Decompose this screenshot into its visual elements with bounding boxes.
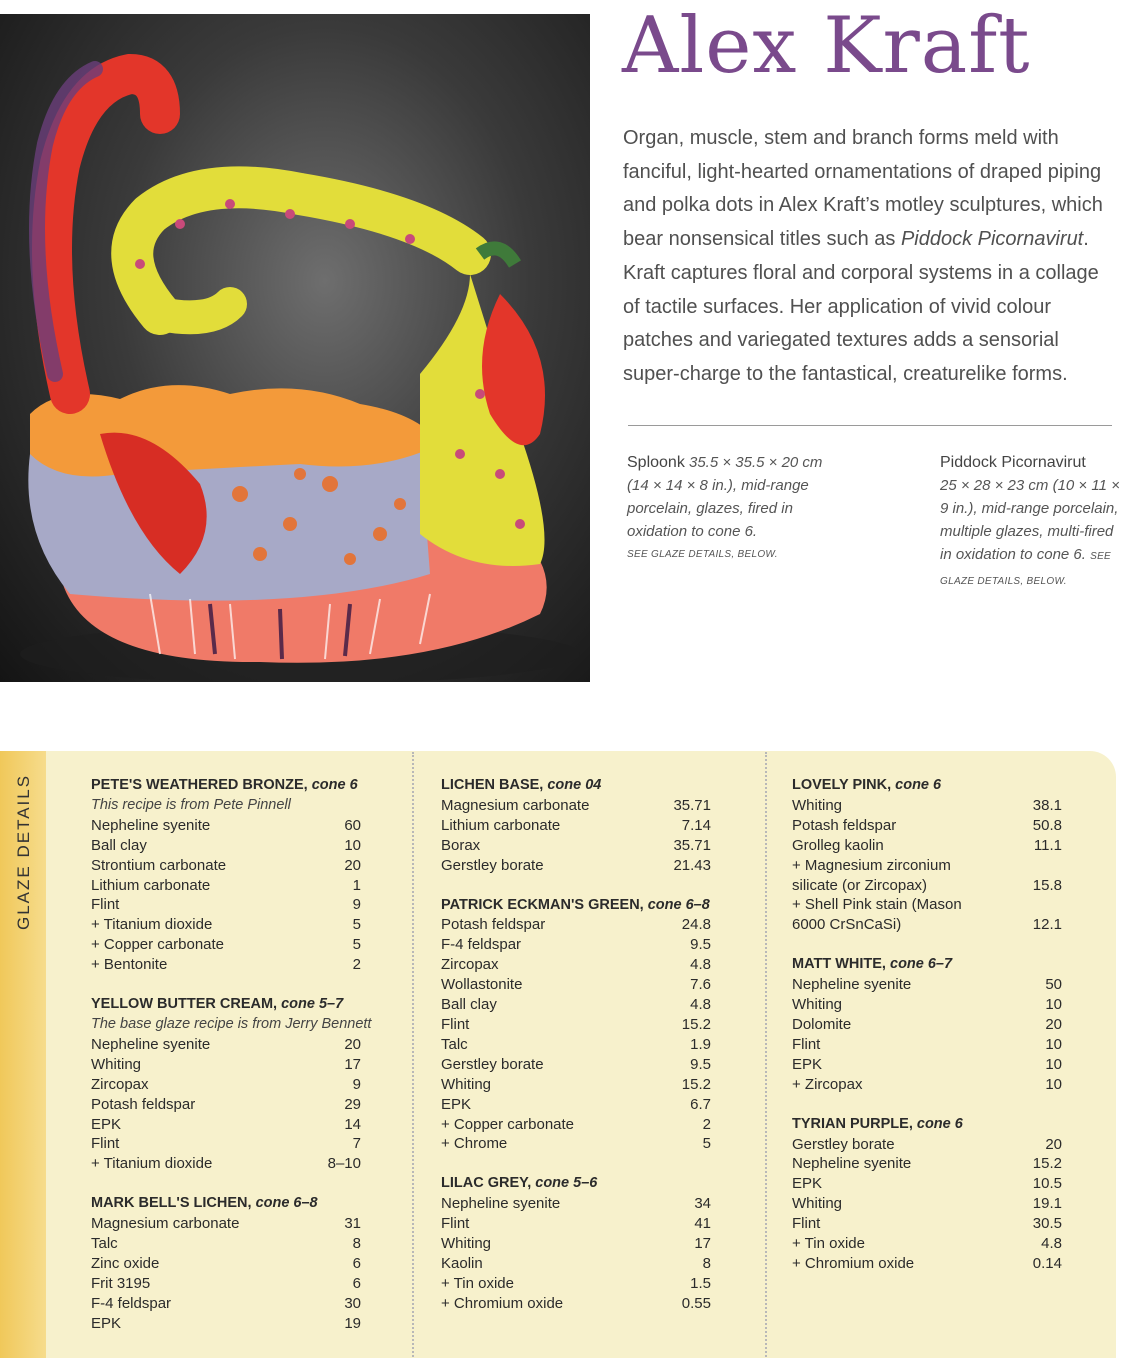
caption-details: 35.5 × 35.5 × 20 cm (14 × 14 × 8 in.), mid-range porcelain, glazes, fired in oxidation to cone 6. bbox=[627, 454, 823, 540]
ingredient-amount: 12.1 bbox=[1032, 916, 1062, 934]
ingredient-name: Nepheline syenite bbox=[792, 976, 912, 994]
ingredient-name: + Copper carbonate bbox=[441, 1115, 575, 1133]
recipe-title bbox=[91, 1194, 361, 1214]
ingredient-name: Lithium carbonate bbox=[441, 816, 561, 834]
ingredient-amount: 5 bbox=[702, 1135, 711, 1153]
ingredient-name: Frit 3195 bbox=[91, 1274, 151, 1292]
ingredient-name: F-4 feldspar bbox=[441, 936, 522, 954]
ingredient-row bbox=[91, 816, 361, 836]
ingredient-name: Gerstley borate bbox=[792, 1135, 895, 1153]
ingredient-row bbox=[91, 1035, 361, 1055]
ingredient-amount: 0.14 bbox=[1032, 1254, 1062, 1272]
recipe-name: LICHEN BASE, bbox=[441, 777, 544, 793]
ingredient-amount: 20 bbox=[1045, 1015, 1062, 1033]
ingredient-name: Flint bbox=[91, 1135, 120, 1153]
ingredient-row bbox=[792, 895, 1062, 915]
ingredient-row bbox=[91, 1134, 361, 1154]
ingredient-row bbox=[441, 1234, 711, 1254]
ingredient-amount: 6 bbox=[352, 1274, 361, 1292]
ingredient-amount: 0.55 bbox=[681, 1294, 711, 1312]
ingredient-row bbox=[792, 1214, 1062, 1234]
ingredient-row bbox=[91, 1075, 361, 1095]
ingredient-row bbox=[91, 1314, 361, 1334]
ingredient-name: Whiting bbox=[792, 1195, 843, 1213]
glaze-recipe bbox=[441, 1174, 711, 1313]
recipe-cone: cone 5–7 bbox=[281, 996, 344, 1013]
glaze-recipe bbox=[91, 776, 361, 975]
recipe-title bbox=[441, 896, 711, 916]
ingredient-name: Lithium carbonate bbox=[91, 876, 211, 894]
ingredient-row bbox=[792, 1015, 1062, 1035]
ingredient-amount: 17 bbox=[344, 1055, 361, 1073]
ingredient-row bbox=[91, 836, 361, 856]
ingredient-name: Gerstley borate bbox=[441, 1055, 544, 1073]
ingredient-amount: 10 bbox=[1045, 996, 1062, 1014]
recipe-name: PETE'S WEATHERED BRONZE, bbox=[91, 777, 308, 793]
ingredient-amount: 21.43 bbox=[673, 856, 711, 874]
caption-title: Piddock Picornavirut bbox=[940, 454, 1086, 471]
ingredient-name: + Chromium oxide bbox=[441, 1294, 564, 1312]
ingredient-row bbox=[441, 915, 711, 935]
recipe-title bbox=[441, 776, 711, 796]
ingredient-row bbox=[91, 895, 361, 915]
ingredient-row bbox=[441, 955, 711, 975]
ingredient-amount: 9.5 bbox=[690, 936, 711, 954]
ingredient-name: Whiting bbox=[792, 996, 843, 1014]
ingredient-amount: 10 bbox=[1045, 1055, 1062, 1073]
ingredient-row bbox=[792, 1174, 1062, 1194]
ingredient-amount: 15.8 bbox=[1032, 876, 1062, 894]
ingredient-name: 6000 CrSnCaSi) bbox=[792, 916, 902, 934]
ingredient-row bbox=[91, 1234, 361, 1254]
glaze-recipe bbox=[792, 955, 1062, 1094]
ingredient-row bbox=[91, 1095, 361, 1115]
ingredient-name: + Zircopax bbox=[792, 1075, 863, 1093]
ingredient-row bbox=[441, 995, 711, 1015]
ingredient-row bbox=[91, 935, 361, 955]
ingredient-row bbox=[441, 1115, 711, 1135]
glaze-column-1 bbox=[91, 776, 372, 1354]
ingredient-amount: 8 bbox=[352, 1235, 361, 1253]
intro-text-1: Organ, muscle, stem and branch forms meld with fanciful, light-hearted ornamentations of draped piping and polka dots in Alex Kraft’s motley sculptures, which bear nonsensical titles such as bbox=[623, 127, 1103, 251]
ingredient-name: Potash feldspar bbox=[441, 916, 546, 934]
ingredient-row bbox=[441, 856, 711, 876]
ingredient-row bbox=[792, 995, 1062, 1015]
caption-sploonk bbox=[627, 451, 827, 566]
ingredient-row bbox=[91, 1115, 361, 1135]
ingredient-name: Whiting bbox=[91, 1055, 142, 1073]
glaze-recipe bbox=[441, 896, 711, 1155]
ingredient-amount: 4.8 bbox=[1041, 1235, 1062, 1253]
ingredient-amount: 2 bbox=[702, 1115, 711, 1133]
ingredient-amount: 15.2 bbox=[1032, 1155, 1062, 1173]
ingredient-name: + Titanium dioxide bbox=[91, 1155, 213, 1173]
caption-piddock bbox=[940, 451, 1126, 593]
ingredient-amount: 10 bbox=[1045, 1035, 1062, 1053]
ingredient-name: Kaolin bbox=[441, 1254, 483, 1272]
ingredient-amount: 4.8 bbox=[690, 956, 711, 974]
ingredient-row bbox=[91, 1214, 361, 1234]
ingredient-amount: 30 bbox=[344, 1294, 361, 1312]
intro-italic-title: Piddock Picornavirut bbox=[900, 228, 1084, 251]
ingredient-amount: 7.6 bbox=[690, 976, 711, 994]
ingredient-name: EPK bbox=[792, 1175, 823, 1193]
ingredient-amount: 20 bbox=[344, 1035, 361, 1053]
ingredient-row bbox=[441, 1095, 711, 1115]
ingredient-name: Nepheline syenite bbox=[792, 1155, 912, 1173]
ingredient-amount: 29 bbox=[344, 1095, 361, 1113]
ingredient-name: Ball clay bbox=[91, 836, 147, 854]
ingredient-amount: 4.8 bbox=[690, 996, 711, 1014]
glaze-recipe bbox=[441, 776, 711, 876]
ingredient-row bbox=[792, 836, 1062, 856]
ingredient-amount: 8–10 bbox=[327, 1155, 361, 1173]
ingredient-name: + Tin oxide bbox=[441, 1274, 514, 1292]
ingredient-row bbox=[441, 1294, 711, 1314]
ingredient-row bbox=[441, 1035, 711, 1055]
glaze-recipe bbox=[792, 1115, 1062, 1274]
ingredient-amount: 20 bbox=[1045, 1135, 1062, 1153]
ingredient-amount: 35.71 bbox=[673, 836, 711, 854]
ingredient-name: Zircopax bbox=[91, 1075, 149, 1093]
recipe-title bbox=[792, 1115, 1062, 1135]
ingredient-amount: 50 bbox=[1045, 976, 1062, 994]
ingredient-row bbox=[91, 1154, 361, 1174]
ingredient-name: Dolomite bbox=[792, 1015, 852, 1033]
ingredient-name: + Shell Pink stain (Mason bbox=[792, 896, 962, 914]
caption-title: Sploonk bbox=[627, 454, 685, 471]
ingredient-name: Grolleg kaolin bbox=[792, 836, 884, 854]
ingredient-amount: 9 bbox=[352, 1075, 361, 1093]
glaze-recipe bbox=[91, 995, 372, 1174]
ingredient-row bbox=[792, 816, 1062, 836]
ingredient-amount: 30.5 bbox=[1032, 1215, 1062, 1233]
recipe-name: YELLOW BUTTER CREAM, bbox=[91, 996, 278, 1013]
column-divider bbox=[765, 752, 767, 1357]
ingredient-amount: 10 bbox=[1045, 1075, 1062, 1093]
ingredient-row bbox=[441, 1134, 711, 1154]
ingredient-name: Talc bbox=[91, 1235, 118, 1253]
column-divider bbox=[412, 752, 414, 1357]
ingredient-row bbox=[792, 1055, 1062, 1075]
sculpture-photo bbox=[0, 14, 590, 682]
ingredient-amount: 9.5 bbox=[690, 1055, 711, 1073]
recipe-name: LOVELY PINK, bbox=[792, 777, 892, 793]
ingredient-amount: 20 bbox=[344, 856, 361, 874]
ingredient-name: Wollastonite bbox=[441, 976, 523, 994]
ingredient-amount: 19.1 bbox=[1032, 1195, 1062, 1213]
ingredient-amount: 11.1 bbox=[1033, 836, 1062, 854]
ingredient-row bbox=[441, 836, 711, 856]
ingredient-row bbox=[792, 856, 1062, 876]
ingredient-amount: 38.1 bbox=[1032, 796, 1062, 814]
recipe-name: MATT WHITE, bbox=[792, 956, 886, 973]
ingredient-amount: 19 bbox=[344, 1314, 361, 1332]
ingredient-name: Flint bbox=[91, 896, 120, 914]
artist-title: Alex Kraft bbox=[622, 1, 1031, 91]
ingredient-amount: 17 bbox=[694, 1235, 711, 1253]
ingredient-row bbox=[792, 1194, 1062, 1214]
ingredient-row bbox=[792, 1254, 1062, 1274]
recipe-title bbox=[91, 776, 361, 796]
ingredient-row bbox=[91, 1254, 361, 1274]
recipe-title bbox=[792, 955, 1062, 975]
ingredient-row bbox=[792, 975, 1062, 995]
ingredient-row bbox=[441, 1075, 711, 1095]
ingredient-row bbox=[91, 856, 361, 876]
glaze-column-2 bbox=[441, 776, 711, 1334]
caption-see-glaze: SEE GLAZE DETAILS, BELOW. bbox=[627, 549, 778, 560]
ingredient-amount: 60 bbox=[344, 816, 361, 834]
ingredient-row bbox=[91, 876, 361, 896]
ingredient-row bbox=[792, 1154, 1062, 1174]
ingredient-amount: 2 bbox=[352, 956, 361, 974]
ingredient-name: Gerstley borate bbox=[441, 856, 544, 874]
ingredient-row bbox=[441, 1055, 711, 1075]
ingredient-row bbox=[441, 796, 711, 816]
glaze-column-3 bbox=[792, 776, 1062, 1294]
sculpture-illustration bbox=[0, 14, 590, 682]
recipe-note: The base glaze recipe is from Jerry Bennett bbox=[91, 1015, 372, 1032]
caption-see-glaze: SEE GLAZE DETAILS, BELOW. bbox=[940, 551, 1112, 587]
ingredient-name: Borax bbox=[441, 836, 481, 854]
caption-divider bbox=[628, 425, 1112, 426]
ingredient-amount: 9 bbox=[352, 896, 361, 914]
ingredient-name: Flint bbox=[441, 1015, 470, 1033]
ingredient-name: Potash feldspar bbox=[91, 1095, 196, 1113]
recipe-name: LILAC GREY, bbox=[441, 1175, 532, 1192]
ingredient-name: Potash feldspar bbox=[792, 816, 897, 834]
ingredient-name: Whiting bbox=[792, 796, 843, 814]
ingredient-name: Magnesium carbonate bbox=[91, 1215, 240, 1233]
ingredient-row bbox=[91, 955, 361, 975]
ingredient-name: EPK bbox=[441, 1095, 472, 1113]
recipe-name: TYRIAN PURPLE, bbox=[792, 1115, 913, 1132]
glaze-recipe bbox=[91, 1194, 361, 1333]
intro-text-2: . Kraft captures floral and corporal systems in a collage of tactile surfaces. Her application of vivid colour patches and variegated textures adds a sensorial super-charge to the fantastical, creaturelike forms. bbox=[623, 228, 1099, 385]
ingredient-amount: 24.8 bbox=[681, 916, 711, 934]
ingredient-name: + Copper carbonate bbox=[91, 936, 225, 954]
ingredient-name: Zircopax bbox=[441, 956, 499, 974]
ingredient-name: + Chrome bbox=[441, 1135, 508, 1153]
ingredient-amount: 31 bbox=[344, 1215, 361, 1233]
ingredient-amount: 15.2 bbox=[681, 1075, 711, 1093]
ingredient-amount: 10.5 bbox=[1032, 1175, 1062, 1193]
ingredient-row bbox=[792, 1135, 1062, 1155]
ingredient-name: Nepheline syenite bbox=[91, 1035, 211, 1053]
ingredient-amount: 7.14 bbox=[681, 816, 711, 834]
glaze-recipe bbox=[792, 776, 1062, 935]
ingredient-row bbox=[91, 1055, 361, 1075]
recipe-title bbox=[91, 995, 361, 1015]
ingredient-row bbox=[441, 1214, 711, 1234]
ingredient-name: + Tin oxide bbox=[792, 1235, 865, 1253]
ingredient-row bbox=[441, 816, 711, 836]
ingredient-amount: 8 bbox=[702, 1254, 711, 1272]
ingredient-row bbox=[792, 796, 1062, 816]
recipe-cone: cone 6–8 bbox=[255, 1195, 318, 1212]
ingredient-name: Nepheline syenite bbox=[91, 816, 211, 834]
ingredient-name: silicate (or Zircopax) bbox=[792, 876, 928, 894]
ingredient-amount: 10 bbox=[344, 836, 361, 854]
ingredient-amount: 41 bbox=[694, 1215, 711, 1233]
recipe-cone: cone 5–6 bbox=[535, 1175, 598, 1192]
ingredient-name: Flint bbox=[792, 1035, 821, 1053]
recipe-cone: cone 6–8 bbox=[647, 896, 710, 913]
recipe-title bbox=[441, 1174, 711, 1194]
recipe-cone: cone 6 bbox=[916, 1115, 963, 1132]
ingredient-row bbox=[441, 975, 711, 995]
caption-details: 25 × 28 × 23 cm (10 × 11 × 9 in.), mid-range porcelain, multiple glazes, multi-fired in oxidation to cone 6. bbox=[940, 477, 1120, 563]
ingredient-amount: 15.2 bbox=[681, 1015, 711, 1033]
ingredient-row bbox=[792, 915, 1062, 935]
recipe-title bbox=[792, 776, 1062, 796]
ingredient-amount: 6.7 bbox=[690, 1095, 711, 1113]
recipe-name: MARK BELL'S LICHEN, bbox=[91, 1195, 252, 1212]
ingredient-amount: 50.8 bbox=[1032, 816, 1062, 834]
ingredient-amount: 5 bbox=[352, 916, 361, 934]
ingredient-row bbox=[91, 1274, 361, 1294]
ingredient-amount: 14 bbox=[344, 1115, 361, 1133]
ingredient-name: Whiting bbox=[441, 1075, 492, 1093]
ingredient-name: Flint bbox=[441, 1215, 470, 1233]
ingredient-amount: 34 bbox=[694, 1195, 711, 1213]
glaze-details-label: GLAZE DETAILS bbox=[14, 773, 33, 930]
recipe-note: This recipe is from Pete Pinnell bbox=[91, 796, 291, 813]
ingredient-name: Magnesium carbonate bbox=[441, 796, 590, 814]
ingredient-name: + Magnesium zirconium bbox=[792, 856, 951, 874]
ingredient-name: Nepheline syenite bbox=[441, 1195, 561, 1213]
ingredient-row bbox=[792, 1035, 1062, 1055]
ingredient-name: + Chromium oxide bbox=[792, 1254, 915, 1272]
ingredient-name: + Titanium dioxide bbox=[91, 916, 213, 934]
ingredient-name: Flint bbox=[792, 1215, 821, 1233]
ingredient-amount: 1 bbox=[352, 876, 361, 894]
ingredient-name: EPK bbox=[91, 1115, 122, 1133]
ingredient-amount: 7 bbox=[352, 1135, 361, 1153]
recipe-cone: cone 6–7 bbox=[890, 956, 953, 973]
ingredient-row bbox=[441, 1194, 711, 1214]
ingredient-name: EPK bbox=[91, 1314, 122, 1332]
recipe-cone: cone 6 bbox=[895, 777, 942, 793]
ingredient-name: Whiting bbox=[441, 1235, 492, 1253]
ingredient-name: + Bentonite bbox=[91, 956, 168, 974]
ingredient-row bbox=[441, 1015, 711, 1035]
ingredient-name: EPK bbox=[792, 1055, 823, 1073]
ingredient-name: F-4 feldspar bbox=[91, 1294, 172, 1312]
ingredient-row bbox=[91, 1294, 361, 1314]
ingredient-row bbox=[441, 935, 711, 955]
recipe-cone: cone 6 bbox=[311, 777, 358, 793]
ingredient-amount: 1.9 bbox=[690, 1035, 711, 1053]
ingredient-amount: 1.5 bbox=[690, 1274, 711, 1292]
ingredient-name: Strontium carbonate bbox=[91, 856, 227, 874]
ingredient-name: Talc bbox=[441, 1035, 468, 1053]
ingredient-row bbox=[91, 915, 361, 935]
ingredient-row bbox=[441, 1254, 711, 1274]
ingredient-name: Ball clay bbox=[441, 996, 497, 1014]
ingredient-name: Zinc oxide bbox=[91, 1254, 160, 1272]
ingredient-row bbox=[792, 1234, 1062, 1254]
ingredient-row bbox=[792, 1075, 1062, 1095]
recipe-cone: cone 04 bbox=[547, 777, 602, 793]
ingredient-row bbox=[792, 876, 1062, 896]
ingredient-amount: 5 bbox=[352, 936, 361, 954]
ingredient-row bbox=[441, 1274, 711, 1294]
ingredient-amount: 35.71 bbox=[673, 796, 711, 814]
ingredient-amount: 6 bbox=[352, 1254, 361, 1272]
recipe-name: PATRICK ECKMAN'S GREEN, bbox=[441, 896, 644, 913]
intro-paragraph bbox=[623, 122, 1118, 392]
